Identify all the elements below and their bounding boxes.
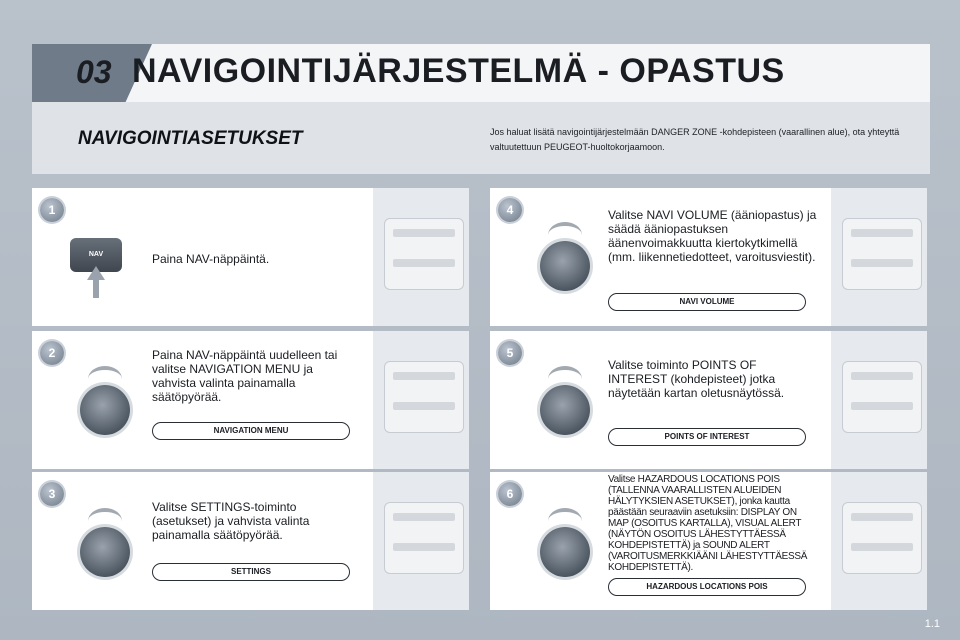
radio-console-image [842,218,922,290]
menu-item-button[interactable]: HAZARDOUS LOCATIONS POIS [608,578,806,596]
nav-key-icon: NAV [70,238,122,272]
step-text: Valitse NAVI VOLUME (ääniopastus) ja säädä ääniopastuksen äänenvoimakkuutta kiertokytkimellä (mm. liikennetiedotteet, varoitusviestit). [608,208,817,264]
dial-knob-icon [540,385,590,435]
page-number: 1.1 [924,618,940,630]
radio-console-image [384,502,464,574]
dial-knob-icon [80,527,130,577]
step-text: Valitse HAZARDOUS LOCATIONS POIS (TALLENNA VAARALLISTEN ALUEIDEN HÄLYTYKSIEN ASETUKSET), jonka kautta päästään seuraaviin asetuksiin: DISPLAY ON MAP (OSOITUS KARTALLA), VISUAL ALERT (NÄYTÖN OSOITUS LÄHESTYTTÄESSÄ KOHDEPISTETTÄ) ja SOUND ALERT (VAROITUSMERKKIÄÄNI LÄHESTYTTÄESSÄ KOHDEPISTETTÄ). [608,474,808,573]
intro-text: Jos haluat lisätä navigointijärjestelmään DANGER ZONE -kohdepisteen (vaarallinen alue), ota yhteyttä valtuutettuun PEUGEOT-huoltokorjaamoon. [490,127,900,152]
radio-console-image [842,361,922,433]
menu-item-button[interactable]: NAVIGATION MENU [152,422,350,440]
step-number-badge: 5 [498,341,522,365]
dial-knob-icon [540,241,590,291]
menu-item-button[interactable]: POINTS OF INTEREST [608,428,806,446]
step-number-badge: 4 [498,198,522,222]
radio-console-image [384,218,464,290]
up-arrow-stem [93,278,99,298]
dial-knob-icon [540,527,590,577]
step-number-badge: 3 [40,482,64,506]
dial-knob-icon [80,385,130,435]
step-text: Paina NAV-näppäintä uudelleen tai valitse NAVIGATION MENU ja vahvista valinta painamalla säätöpyörää. [152,348,338,404]
step-number-badge: 2 [40,341,64,365]
menu-item-button[interactable]: SETTINGS [152,563,350,581]
step-number-badge: 6 [498,482,522,506]
step-number-badge: 1 [40,198,64,222]
up-arrow-icon [87,266,105,280]
step-text: Valitse toiminto POINTS OF INTEREST (kohdepisteet) jotka näytetään kartan oletusnäytössä. [608,358,785,400]
radio-console-image [842,502,922,574]
step-text: Valitse SETTINGS-toiminto (asetukset) ja vahvista valinta painamalla säätöpyörää. [152,500,310,542]
section-title: NAVIGOINTIASETUKSET [78,128,303,149]
radio-console-image [384,361,464,433]
page-title: NAVIGOINTIJÄRJESTELMÄ - OPASTUS [132,52,785,90]
step-text: Paina NAV-näppäintä. [152,252,270,266]
menu-item-button[interactable]: NAVI VOLUME [608,293,806,311]
chapter-number: 03 [76,54,112,90]
